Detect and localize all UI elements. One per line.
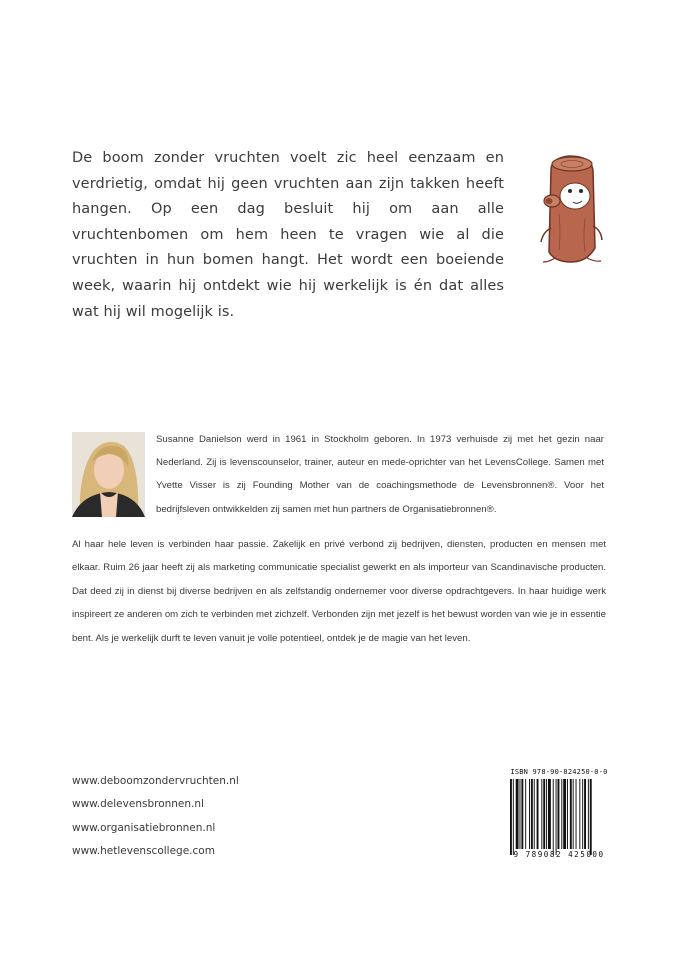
link-deboomzondervruchten[interactable]: www.deboomzondervruchten.nl — [72, 775, 239, 787]
barcode-bar — [590, 779, 592, 855]
barcode-bar — [531, 779, 533, 849]
barcode-bar — [558, 779, 560, 849]
website-links — [72, 770, 239, 863]
barcode-bar — [546, 779, 547, 849]
blurb-text: De boom zonder vruchten voelt zic heel eenzaam en verdrietig, omdat hij geen vruchten aan zijn takken heeft hangen. Op een dag besluit hij om aan alle vruchtenbomen om hem heen te vragen wie al die vruchten in hun bomen hangt. Het wordt een boeiende week, waarin hij ontdekt wie hij werkelijk is én dat alles wat hij wil mogelijk is. — [72, 150, 504, 320]
barcode-bar — [553, 779, 554, 855]
barcode-bar — [582, 779, 583, 849]
barcode-bar — [579, 779, 580, 849]
barcode-bar — [521, 779, 523, 849]
author-passion-paragraph — [72, 533, 606, 650]
barcode-bar — [584, 779, 586, 849]
barcode-bar — [563, 779, 566, 849]
barcode-bar — [570, 779, 572, 849]
barcode-bar — [516, 779, 519, 849]
back-cover-blurb — [72, 146, 504, 325]
barcode-bar — [573, 779, 574, 849]
barcode-bar — [529, 779, 530, 849]
barcode-bar — [556, 779, 557, 855]
ean-digits: 9 789082 425000 — [513, 850, 605, 859]
link-delevensbronnen[interactable]: www.delevensbronnen.nl — [72, 798, 204, 811]
barcode-bar — [561, 779, 562, 849]
link-organisatiebronnen[interactable]: www.organisatiebronnen.nl — [72, 821, 216, 834]
barcode-bar — [541, 779, 542, 849]
barcode-bar — [543, 779, 545, 849]
author-bio — [156, 428, 604, 521]
link-hetlevenscollege[interactable]: www.hetlevenscollege.com — [72, 844, 215, 857]
barcode-bar — [513, 779, 514, 855]
barcode-bar — [537, 779, 539, 849]
barcode-bar — [548, 779, 551, 849]
author-passion-text: Al haar hele leven is verbinden haar passie. Zakelijk en privé verbond zij bedrijven, diensten, producten en mensen met elkaar. Ruim 26 jaar heeft zij als marketing communicatie specialist gewerkt en als importeur van Scandinavische producten. Dat deed zij in dienst bij diverse bedrijven en als zelfstandig ondernemer voor diverse opdrachtgevers. In haar huidige werk inspireert ze anderen om zich te verbinden met zichzelf. Verbonden zijn met jezelf is het bewust worden van wie je in essentie bent. Als je werkelijk durft te leven vanuit je volle potentieel, ontdek je de magie van het leven. — [72, 539, 606, 644]
isbn-label: ISBN 978-90-824250-0-0 — [510, 768, 608, 776]
author-photo — [72, 432, 145, 517]
tree-stump-mascot-illustration — [535, 152, 607, 267]
barcode-bar — [588, 779, 589, 849]
author-bio-text: Susanne Danielson werd in 1961 in Stockholm geboren. In 1973 verhuisde zij met het gezin naar Nederland. Zij is levenscounselor, trainer, auteur en mede-oprichter van het LevensCollege. Samen met Yvette Visser is zij Founding Mother van de coachingsmethode de Levensbronnen®. Voor het bedrijfsleven ontwikkelden zij samen met hun partners de Organisatiebronnen®. — [156, 434, 604, 515]
barcode-bar — [567, 779, 568, 849]
barcode-bar — [534, 779, 535, 849]
barcode-bar — [525, 779, 526, 849]
barcode-bar — [520, 779, 521, 849]
barcode-bar — [510, 779, 512, 855]
barcode-bar — [576, 779, 577, 849]
